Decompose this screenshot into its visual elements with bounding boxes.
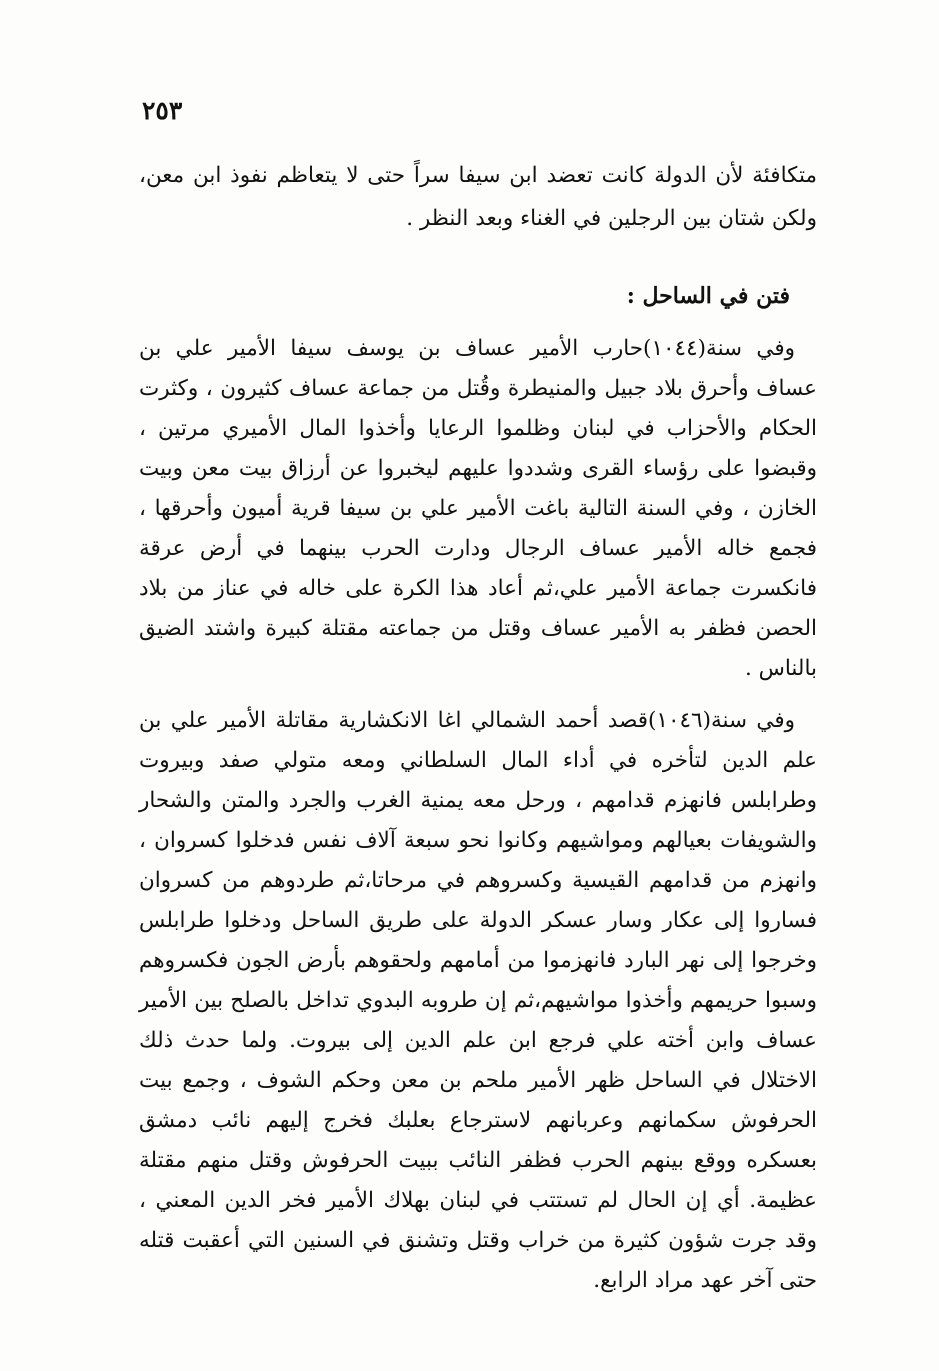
paragraph-1046 — [139, 701, 817, 1301]
paragraph-text: وفي سنة(١٠٤٦)قصد أحمد الشمالي اغا الانكشارية مقاتلة الأمير علي بن علم الدين لتأخره في أداء المال السلطاني ومعه متولي صفد وبيروت وطرابلس فانهزم قدامهم ، ورحل معه يمنية الغرب والجرد والمتن والشحار والشويفات بعيالهم ومواشيهم وكانوا نحو سبعة آلاف نفس فدخلوا كسروان ، وانهزم من قدامهم القيسية وكسروهم في مرحاتا،ثم طردوهم من كسروان فساروا إلى عكار وسار عسكر الدولة على طريق الساحل ودخلوا طرابلس وخرجوا إلى نهر البارد فانهزموا من أمامهم ولحقوهم بأرض الجون فكسروهم وسبوا حريمهم وأخذوا مواشيهم،ثم إن طروبه البدوي تداخل بالصلح بين الأمير عساف وابن أخته علي فرجع ابن علم الدين إلى بيروت. ولما حدث ذلك الاختلال في الساحل ظهر الأمير ملحم بن معن وحكم الشوف ، وجمع بيت الحرفوش سكمانهم وعربانهم لاسترجاع بعلبك فخرج إليهم نائب دمشق بعسكره ووقع بينهم الحرب فظفر النائب ببيت الحرفوش وقتل منهم مقتلة عظيمة. أي إن الحال لم تستتب في لبنان بهلاك الأمير فخر الدين المعني ، وقد جرت شؤون كثيرة من خراب وقتل وتشنق في السنين التي أعقبت قتله حتى آخر عهد مراد الرابع. — [139, 708, 817, 1293]
paragraph-1044 — [139, 329, 817, 689]
paragraph-text: وفي سنة(١٠٤٤)حارب الأمير عساف بن يوسف سيفا الأمير علي بن عساف وأحرق بلاد جبيل والمنيطرة وقُتل من جماعة عساف كثيرون ، وكثرت الحكام والأحزاب في لبنان وظلموا الرعايا وأخذوا المال الأميري مرتين ، وقبضوا على رؤساء القرى وشددوا عليهم ليخبروا عن أرزاق بيت معن وبيت الخازن ، وفي السنة التالية باغت الأمير علي بن سيفا قرية أميون وأحرقها ، فجمع خاله الأمير عساف الرجال ودارت الحرب بينهما في أرض عرقة فانكسرت جماعة الأمير علي،ثم أعاد هذا الكرة على خاله في عناز من بلاد الحصن فظفر به الأمير عساف وقتل من جماعته مقتلة كبيرة واشتد الضيق بالناس . — [139, 336, 817, 681]
section-heading: فتن في الساحل : — [626, 283, 790, 309]
intro-text: متكافئة لأن الدولة كانت تعضد ابن سيفا سراً حتى لا يتعاظم نفوذ ابن معن، ولكن شتان بين الرجلين في الغناء وبعد النظر . — [139, 163, 817, 231]
page-number: ٢٥٣ — [142, 96, 183, 125]
intro-paragraph — [139, 154, 817, 240]
